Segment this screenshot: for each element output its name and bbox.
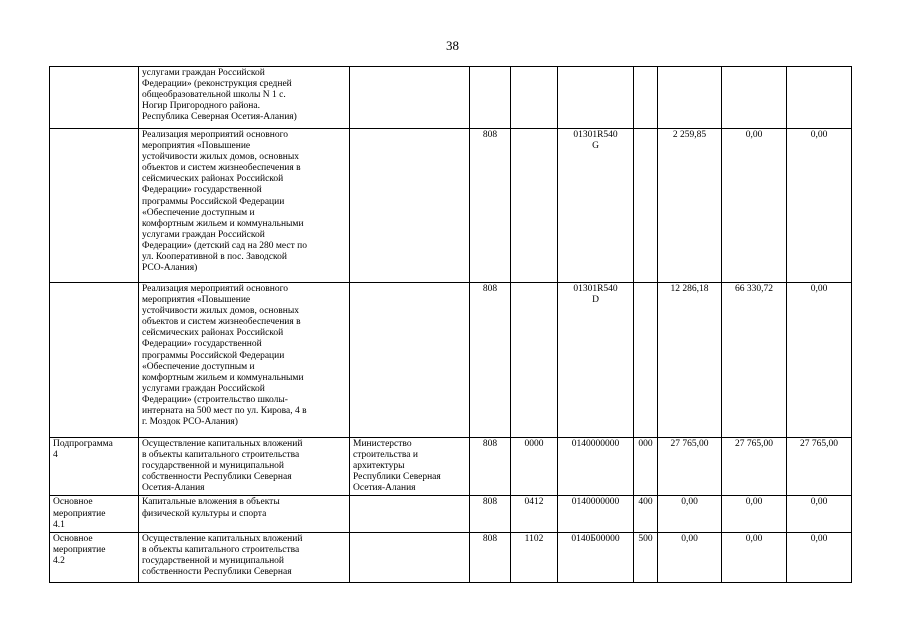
name-cell-line: устойчивости жилых домов, основных — [142, 306, 299, 317]
name-cell — [139, 438, 350, 496]
name-cell-line: сейсмических районах Российской — [142, 328, 284, 339]
executor-cell — [350, 283, 470, 438]
kvr-cell: 000 — [634, 438, 658, 496]
year3-amount-cell: 0,00 — [787, 532, 852, 582]
program-cell — [50, 129, 139, 283]
executor-cell-line: архитектуры — [353, 461, 405, 472]
year3-amount-cell: 0,00 — [787, 496, 852, 532]
name-cell-line: программы Российской Федерации — [142, 350, 285, 361]
table-body — [50, 67, 852, 583]
name-cell-line: физической культуры и спорта — [142, 508, 267, 519]
name-cell-line: РСО-Алания) — [142, 263, 198, 274]
program-cell — [50, 283, 139, 438]
table-row — [50, 532, 852, 582]
program-cell-line: Основное — [53, 533, 93, 544]
executor-cell-line: Республики Северная — [353, 472, 441, 483]
year2-amount-cell: 66 330,72 — [722, 283, 787, 438]
year1-amount-cell: 27 765,00 — [658, 438, 722, 496]
kcsr-cell-line: 01301R540 — [573, 130, 618, 140]
name-cell-line: Осетия-Алания — [142, 483, 205, 494]
kcsr-cell — [558, 129, 634, 283]
grbs-cell — [470, 67, 511, 129]
name-cell-line: «Обеспечение доступным и — [142, 207, 255, 218]
kcsr-cell — [558, 532, 634, 582]
table-row — [50, 438, 852, 496]
kvr-cell — [634, 67, 658, 129]
name-cell-line: Реализация мероприятий основного — [142, 284, 288, 294]
name-cell-line: услугами граждан Российской — [142, 383, 265, 394]
kcsr-cell — [558, 283, 634, 438]
name-cell-line: Ногир Пригородного района. — [142, 101, 260, 112]
rz-pr-cell: 0412 — [511, 496, 558, 532]
program-cell-line: мероприятие — [53, 508, 106, 519]
kvr-cell — [634, 283, 658, 438]
program-cell-line: 4.1 — [53, 519, 65, 530]
executor-cell — [350, 129, 470, 283]
kcsr-cell — [558, 67, 634, 129]
rz-pr-cell: 0000 — [511, 438, 558, 496]
name-cell-line: Федерации» (детский сад на 280 мест по — [142, 240, 307, 251]
name-cell-line: общеобразовательной школы N 1 с. — [142, 90, 286, 101]
name-cell-line: объектов и систем жизнеобеспечения в — [142, 163, 301, 174]
year1-amount-cell: 12 286,18 — [658, 283, 722, 438]
name-cell-line: Федерации» государственной — [142, 185, 262, 196]
program-cell-line: Основное — [53, 497, 93, 508]
executor-cell-line: строительства и — [353, 450, 418, 461]
name-cell-line: г. Моздок РСО-Алания) — [142, 417, 238, 428]
program-cell-line: 4.2 — [53, 555, 65, 566]
program-cell-line: Подпрограмма — [53, 439, 113, 449]
kvr-cell: 400 — [634, 496, 658, 532]
name-cell-line: государственной и муниципальной — [142, 555, 285, 566]
program-cell-line: мероприятие — [53, 544, 106, 555]
name-cell-line: сейсмических районах Российской — [142, 174, 284, 185]
kcsr-cell — [558, 438, 634, 496]
kcsr-cell-line: 0140000000 — [571, 439, 620, 449]
name-cell-line: ул. Кооперативной в пос. Заводской — [142, 252, 288, 263]
kcsr-cell — [558, 496, 634, 532]
year2-amount-cell: 0,00 — [722, 532, 787, 582]
program-cell — [50, 532, 139, 582]
program-cell — [50, 438, 139, 496]
table-row — [50, 129, 852, 283]
name-cell — [139, 129, 350, 283]
name-cell-line: собственности Республики Северная — [142, 567, 292, 578]
table-row — [50, 67, 852, 129]
name-cell — [139, 496, 350, 532]
name-cell-line: услугами граждан Российской — [142, 229, 265, 240]
name-cell-line: услугами граждан Российской — [142, 68, 265, 78]
kcsr-cell-line: D — [592, 295, 599, 306]
kcsr-cell-line: 0140Б00000 — [571, 533, 620, 544]
executor-cell-line: Министерство — [353, 439, 412, 449]
kcsr-cell-line: G — [592, 141, 599, 152]
year1-amount-cell: 0,00 — [658, 496, 722, 532]
page-number: 38 — [446, 38, 459, 53]
name-cell-line: собственности Республики Северная — [142, 472, 292, 483]
name-cell-line: Республика Северная Осетия-Алания) — [142, 112, 297, 123]
year2-amount-cell: 0,00 — [722, 496, 787, 532]
name-cell-line: Капитальные вложения в объекты — [142, 497, 280, 508]
table-row — [50, 496, 852, 532]
program-cell — [50, 496, 139, 532]
rz-pr-cell: 1102 — [511, 532, 558, 582]
kvr-cell: 500 — [634, 532, 658, 582]
executor-cell-line: Осетия-Алания — [353, 483, 416, 494]
name-cell-line: устойчивости жилых домов, основных — [142, 152, 299, 163]
rz-pr-cell — [511, 129, 558, 283]
year2-amount-cell: 0,00 — [722, 129, 787, 283]
year2-amount-cell: 27 765,00 — [722, 438, 787, 496]
program-cell — [50, 67, 139, 129]
program-cell-line: 4 — [53, 450, 58, 461]
name-cell-line: «Обеспечение доступным и — [142, 361, 255, 372]
kcsr-cell-line: 0140000000 — [571, 497, 620, 508]
grbs-cell: 808 — [470, 129, 511, 283]
kcsr-cell-line: 01301R540 — [573, 284, 618, 294]
rz-pr-cell — [511, 67, 558, 129]
name-cell-line: в объекты капитального строительства — [142, 544, 300, 555]
name-cell-line: Федерации» (строительство школы- — [142, 394, 288, 405]
year3-amount-cell: 0,00 — [787, 129, 852, 283]
grbs-cell: 808 — [470, 532, 511, 582]
executor-cell — [350, 438, 470, 496]
name-cell-line: Осуществление капитальных вложений — [142, 439, 303, 449]
name-cell-line: мероприятия «Повышение — [142, 295, 251, 306]
budget-table — [49, 66, 852, 583]
name-cell-line: мероприятия «Повышение — [142, 141, 251, 152]
rz-pr-cell — [511, 283, 558, 438]
name-cell-line: комфортным жильем и коммунальными — [142, 218, 304, 229]
grbs-cell: 808 — [470, 283, 511, 438]
year2-amount-cell — [722, 67, 787, 129]
year3-amount-cell — [787, 67, 852, 129]
kvr-cell — [634, 129, 658, 283]
executor-cell — [350, 496, 470, 532]
year3-amount-cell: 0,00 — [787, 283, 852, 438]
name-cell-line: Федерации» государственной — [142, 339, 262, 350]
year1-amount-cell: 0,00 — [658, 532, 722, 582]
grbs-cell: 808 — [470, 496, 511, 532]
name-cell-line: государственной и муниципальной — [142, 461, 285, 472]
name-cell — [139, 283, 350, 438]
name-cell-line: Федерации» (реконструкция средней — [142, 79, 292, 90]
year3-amount-cell: 27 765,00 — [787, 438, 852, 496]
name-cell-line: комфортным жильем и коммунальными — [142, 372, 304, 383]
grbs-cell: 808 — [470, 438, 511, 496]
year1-amount-cell — [658, 67, 722, 129]
name-cell-line: Реализация мероприятий основного — [142, 130, 288, 140]
name-cell — [139, 67, 350, 129]
table-row — [50, 283, 852, 438]
name-cell-line: объектов и систем жизнеобеспечения в — [142, 317, 301, 328]
name-cell-line: программы Российской Федерации — [142, 196, 285, 207]
name-cell — [139, 532, 350, 582]
name-cell-line: интерната на 500 мест по ул. Кирова, 4 в — [142, 406, 307, 417]
year1-amount-cell: 2 259,85 — [658, 129, 722, 283]
name-cell-line: Осуществление капитальных вложений — [142, 533, 303, 544]
executor-cell — [350, 532, 470, 582]
executor-cell — [350, 67, 470, 129]
name-cell-line: в объекты капитального строительства — [142, 450, 300, 461]
